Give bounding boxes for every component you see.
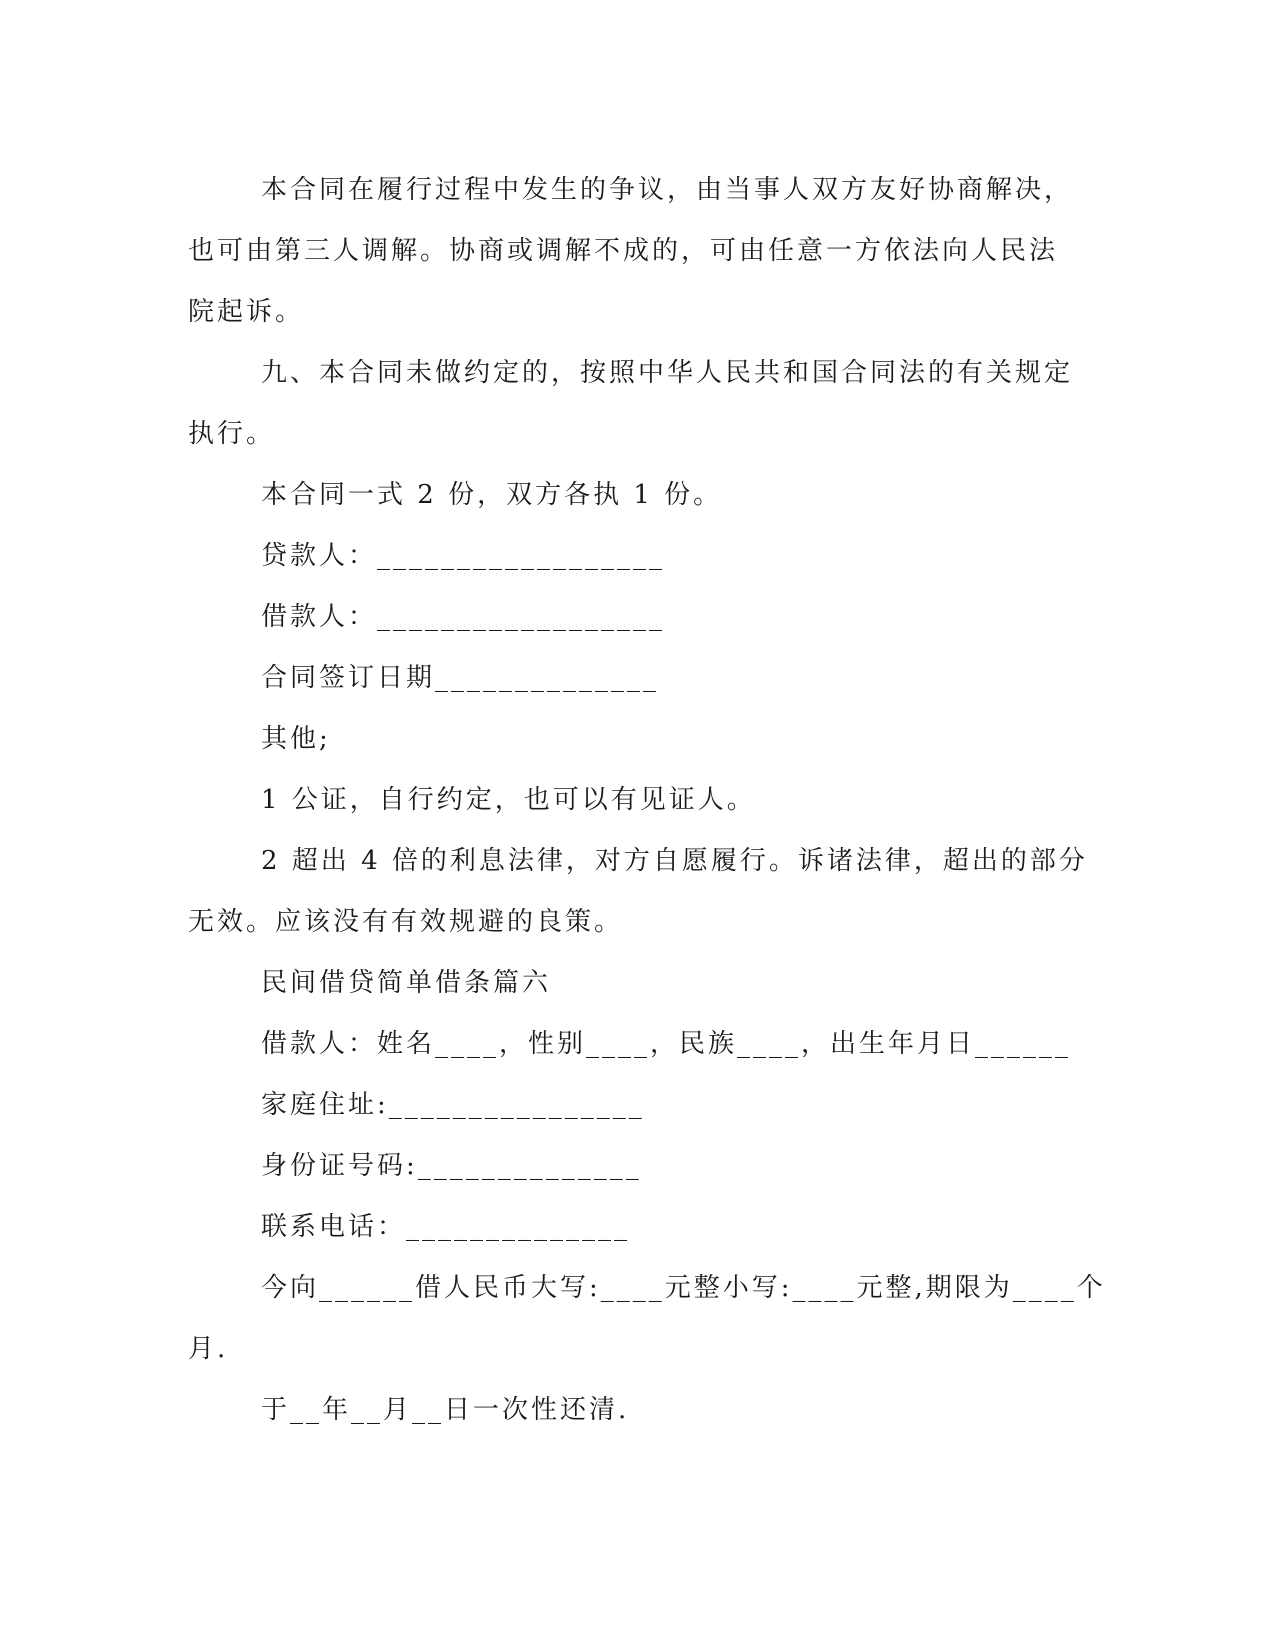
home-address-line: 家庭住址:________________	[261, 1090, 645, 1120]
note-two-line: 2 超出 4 倍的利息法律，对方自愿履行。诉诸法律，超出的部分	[261, 846, 1088, 876]
id-number-line: 身份证号码:______________	[261, 1151, 642, 1181]
paragraph-line: 月.	[188, 1334, 229, 1364]
borrower-signature-line: 借款人：__________________	[261, 602, 666, 632]
repayment-date-line: 于__年__月__日一次性还清.	[261, 1395, 630, 1425]
section-title: 民间借贷简单借条篇六	[261, 968, 552, 998]
borrower-info-line: 借款人：姓名____，性别____，民族____，出生年月日______	[261, 1029, 1072, 1059]
document-body	[188, 160, 1106, 1441]
note-one-line: 1 公证，自行约定，也可以有见证人。	[261, 785, 756, 815]
paragraph-line: 也可由第三人调解。协商或调解不成的，可由任意一方依法向人民法	[188, 236, 1059, 266]
paragraph-line: 本合同在履行过程中发生的争议，由当事人双方友好协商解决，	[261, 175, 1074, 205]
paragraph-line: 执行。	[188, 419, 276, 449]
other-heading: 其他;	[261, 724, 331, 754]
sign-date-line: 合同签订日期______________	[261, 663, 660, 693]
lender-signature-line: 贷款人：__________________	[261, 541, 666, 571]
copies-line: 本合同一式 2 份，双方各执 1 份。	[261, 480, 723, 510]
clause-nine-line: 九、本合同未做约定的，按照中华人民共和国合同法的有关规定	[261, 358, 1074, 388]
loan-amount-line: 今向______借人民币大写:____元整小写:____元整,期限为____个	[261, 1273, 1106, 1303]
phone-line: 联系电话：______________	[261, 1212, 631, 1242]
paragraph-line: 无效。应该没有有效规避的良策。	[188, 907, 624, 937]
paragraph-line: 院起诉。	[188, 297, 305, 327]
